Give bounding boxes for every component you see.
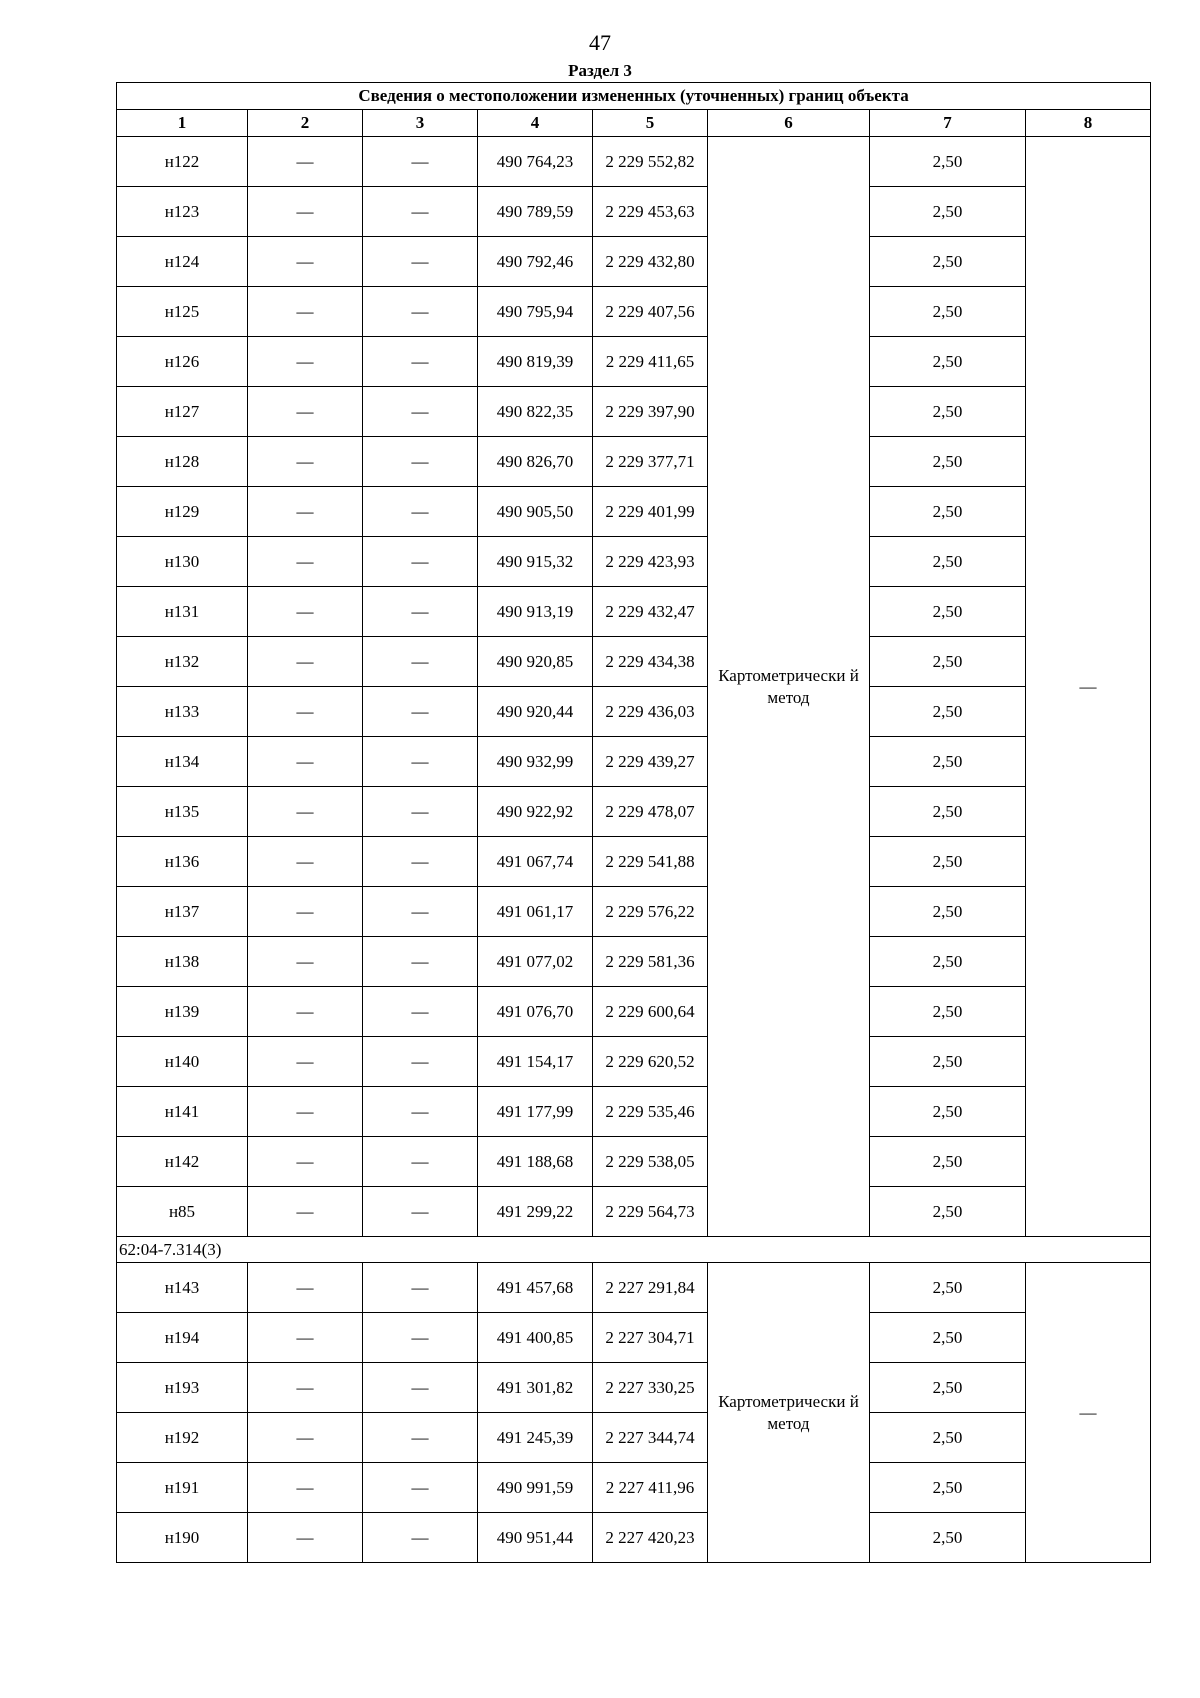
column-header-row [117,110,1151,137]
x-coordinate-cell: 491 299,22 [478,1187,593,1237]
point-name-cell: н133 [117,687,248,737]
point-name-cell: н143 [117,1263,248,1313]
section-title: Раздел 3 [568,61,632,80]
x-coordinate-cell: 491 457,68 [478,1263,593,1313]
y-coordinate-cell: 2 229 535,46 [593,1087,708,1137]
column-header: 1 [117,110,248,137]
accuracy-cell: 2,50 [870,1037,1026,1087]
point-name-cell: н138 [117,937,248,987]
col8-cell: — [1026,1263,1151,1563]
col2-cell: — [248,787,363,837]
y-coordinate-cell: 2 229 600,64 [593,987,708,1037]
point-name-cell: н193 [117,1363,248,1413]
point-name-cell: н127 [117,387,248,437]
point-name-cell: н141 [117,1087,248,1137]
y-coordinate-cell: 2 229 407,56 [593,287,708,337]
column-header: 2 [248,110,363,137]
point-name-cell: н135 [117,787,248,837]
x-coordinate-cell: 490 826,70 [478,437,593,487]
point-name-cell: н190 [117,1513,248,1563]
y-coordinate-cell: 2 227 291,84 [593,1263,708,1313]
col3-cell: — [363,337,478,387]
accuracy-cell: 2,50 [870,787,1026,837]
table-row [117,1413,1151,1463]
col2-cell: — [248,637,363,687]
y-coordinate-cell: 2 229 453,63 [593,187,708,237]
table-row [117,137,1151,187]
col2-cell: — [248,1137,363,1187]
col3-cell: — [363,1313,478,1363]
point-name-cell: н125 [117,287,248,337]
col2-cell: — [248,837,363,887]
point-name-cell: н191 [117,1463,248,1513]
x-coordinate-cell: 491 076,70 [478,987,593,1037]
table-row [117,1263,1151,1313]
point-name-cell: н128 [117,437,248,487]
x-coordinate-cell: 490 792,46 [478,237,593,287]
accuracy-cell: 2,50 [870,537,1026,587]
subsection-row [117,1237,1151,1263]
x-coordinate-cell: 490 822,35 [478,387,593,437]
table-row [117,487,1151,537]
method-cell: Картометрически й метод [708,137,870,1237]
accuracy-cell: 2,50 [870,1137,1026,1187]
point-name-cell: н124 [117,237,248,287]
table-row [117,887,1151,937]
col3-cell: — [363,137,478,187]
table-row [117,1087,1151,1137]
col3-cell: — [363,837,478,887]
point-name-cell: н131 [117,587,248,637]
y-coordinate-cell: 2 229 401,99 [593,487,708,537]
point-name-cell: н136 [117,837,248,887]
point-name-cell: н142 [117,1137,248,1187]
accuracy-cell: 2,50 [870,1463,1026,1513]
table-row [117,337,1151,387]
accuracy-cell: 2,50 [870,1187,1026,1237]
accuracy-cell: 2,50 [870,1363,1026,1413]
col3-cell: — [363,1263,478,1313]
col2-cell: — [248,1087,363,1137]
y-coordinate-cell: 2 229 552,82 [593,137,708,187]
accuracy-cell: 2,50 [870,837,1026,887]
point-name-cell: н123 [117,187,248,237]
y-coordinate-cell: 2 229 576,22 [593,887,708,937]
x-coordinate-cell: 490 951,44 [478,1513,593,1563]
y-coordinate-cell: 2 227 420,23 [593,1513,708,1563]
x-coordinate-cell: 491 177,99 [478,1087,593,1137]
column-header: 5 [593,110,708,137]
accuracy-cell: 2,50 [870,487,1026,537]
accuracy-cell: 2,50 [870,1413,1026,1463]
accuracy-cell: 2,50 [870,587,1026,637]
col2-cell: — [248,537,363,587]
col2-cell: — [248,1513,363,1563]
col2-cell: — [248,237,363,287]
accuracy-cell: 2,50 [870,1513,1026,1563]
coordinates-table [116,82,1151,1563]
accuracy-cell: 2,50 [870,987,1026,1037]
col3-cell: — [363,637,478,687]
x-coordinate-cell: 491 077,02 [478,937,593,987]
y-coordinate-cell: 2 229 434,38 [593,637,708,687]
col3-cell: — [363,437,478,487]
x-coordinate-cell: 490 913,19 [478,587,593,637]
col2-cell: — [248,987,363,1037]
table-row [117,387,1151,437]
accuracy-cell: 2,50 [870,937,1026,987]
point-name-cell: н85 [117,1187,248,1237]
col2-cell: — [248,137,363,187]
table-body [117,137,1151,1563]
col3-cell: — [363,537,478,587]
accuracy-cell: 2,50 [870,887,1026,937]
x-coordinate-cell: 491 067,74 [478,837,593,887]
y-coordinate-cell: 2 229 541,88 [593,837,708,887]
col2-cell: — [248,1413,363,1463]
accuracy-cell: 2,50 [870,187,1026,237]
page-number: 47 [589,30,611,55]
accuracy-cell: 2,50 [870,637,1026,687]
accuracy-cell: 2,50 [870,437,1026,487]
col2-cell: — [248,287,363,337]
col3-cell: — [363,487,478,537]
accuracy-cell: 2,50 [870,237,1026,287]
point-name-cell: н132 [117,637,248,687]
y-coordinate-cell: 2 229 439,27 [593,737,708,787]
x-coordinate-cell: 490 991,59 [478,1463,593,1513]
accuracy-cell: 2,50 [870,387,1026,437]
x-coordinate-cell: 491 154,17 [478,1037,593,1087]
col2-cell: — [248,937,363,987]
col3-cell: — [363,887,478,937]
table-row [117,987,1151,1037]
x-coordinate-cell: 490 795,94 [478,287,593,337]
accuracy-cell: 2,50 [870,687,1026,737]
point-name-cell: н140 [117,1037,248,1087]
table-row [117,637,1151,687]
col2-cell: — [248,337,363,387]
y-coordinate-cell: 2 229 397,90 [593,387,708,437]
col3-cell: — [363,1463,478,1513]
accuracy-cell: 2,50 [870,337,1026,387]
col2-cell: — [248,737,363,787]
table-caption-row [117,83,1151,110]
col2-cell: — [248,1463,363,1513]
table-row [117,587,1151,637]
x-coordinate-cell: 491 400,85 [478,1313,593,1363]
col3-cell: — [363,1363,478,1413]
column-header: 7 [870,110,1026,137]
x-coordinate-cell: 491 188,68 [478,1137,593,1187]
y-coordinate-cell: 2 229 478,07 [593,787,708,837]
x-coordinate-cell: 490 764,23 [478,137,593,187]
x-coordinate-cell: 490 915,32 [478,537,593,587]
point-name-cell: н129 [117,487,248,537]
y-coordinate-cell: 2 229 436,03 [593,687,708,737]
y-coordinate-cell: 2 229 564,73 [593,1187,708,1237]
col2-cell: — [248,437,363,487]
table-row [117,237,1151,287]
col8-cell: — [1026,137,1151,1237]
point-name-cell: н122 [117,137,248,187]
table-row [117,287,1151,337]
table-row [117,1313,1151,1363]
col2-cell: — [248,687,363,737]
table-row [117,937,1151,987]
accuracy-cell: 2,50 [870,287,1026,337]
col2-cell: — [248,1363,363,1413]
y-coordinate-cell: 2 229 432,47 [593,587,708,637]
table-row [117,1463,1151,1513]
col3-cell: — [363,937,478,987]
col2-cell: — [248,1187,363,1237]
table-row [117,537,1151,587]
y-coordinate-cell: 2 227 304,71 [593,1313,708,1363]
col3-cell: — [363,237,478,287]
point-name-cell: н194 [117,1313,248,1363]
table-row [117,687,1151,737]
accuracy-cell: 2,50 [870,137,1026,187]
table-row [117,1137,1151,1187]
col3-cell: — [363,587,478,637]
col2-cell: — [248,1313,363,1363]
accuracy-cell: 2,50 [870,737,1026,787]
column-header: 3 [363,110,478,137]
y-coordinate-cell: 2 227 411,96 [593,1463,708,1513]
x-coordinate-cell: 490 922,92 [478,787,593,837]
x-coordinate-cell: 491 245,39 [478,1413,593,1463]
y-coordinate-cell: 2 227 344,74 [593,1413,708,1463]
x-coordinate-cell: 490 905,50 [478,487,593,537]
x-coordinate-cell: 490 920,85 [478,637,593,687]
col3-cell: — [363,1137,478,1187]
point-name-cell: н139 [117,987,248,1037]
col2-cell: — [248,387,363,437]
table-row [117,1187,1151,1237]
y-coordinate-cell: 2 227 330,25 [593,1363,708,1413]
x-coordinate-cell: 490 932,99 [478,737,593,787]
y-coordinate-cell: 2 229 377,71 [593,437,708,487]
y-coordinate-cell: 2 229 538,05 [593,1137,708,1187]
col3-cell: — [363,1037,478,1087]
x-coordinate-cell: 491 301,82 [478,1363,593,1413]
accuracy-cell: 2,50 [870,1263,1026,1313]
table-row [117,187,1151,237]
table-row [117,1513,1151,1563]
accuracy-cell: 2,50 [870,1087,1026,1137]
point-name-cell: н192 [117,1413,248,1463]
y-coordinate-cell: 2 229 581,36 [593,937,708,987]
point-name-cell: н134 [117,737,248,787]
x-coordinate-cell: 490 920,44 [478,687,593,737]
y-coordinate-cell: 2 229 432,80 [593,237,708,287]
column-header: 6 [708,110,870,137]
column-header: 8 [1026,110,1151,137]
table-row [117,787,1151,837]
x-coordinate-cell: 490 789,59 [478,187,593,237]
col3-cell: — [363,187,478,237]
x-coordinate-cell: 490 819,39 [478,337,593,387]
col2-cell: — [248,187,363,237]
col2-cell: — [248,887,363,937]
method-cell: Картометрически й метод [708,1263,870,1563]
col3-cell: — [363,387,478,437]
table-caption: Сведения о местоположении измененных (уточненных) границ объекта [117,83,1151,110]
col2-cell: — [248,587,363,637]
table-row [117,437,1151,487]
y-coordinate-cell: 2 229 423,93 [593,537,708,587]
table-row [117,837,1151,887]
col3-cell: — [363,737,478,787]
col3-cell: — [363,287,478,337]
y-coordinate-cell: 2 229 411,65 [593,337,708,387]
point-name-cell: н137 [117,887,248,937]
col2-cell: — [248,1037,363,1087]
point-name-cell: н130 [117,537,248,587]
col3-cell: — [363,987,478,1037]
table-row [117,1037,1151,1087]
table-row [117,1363,1151,1413]
accuracy-cell: 2,50 [870,1313,1026,1363]
col3-cell: — [363,687,478,737]
table-row [117,737,1151,787]
y-coordinate-cell: 2 229 620,52 [593,1037,708,1087]
column-header: 4 [478,110,593,137]
subsection-heading: 62:04-7.314(3) [117,1237,1151,1263]
x-coordinate-cell: 491 061,17 [478,887,593,937]
col2-cell: — [248,487,363,537]
col3-cell: — [363,1413,478,1463]
col3-cell: — [363,787,478,837]
col3-cell: — [363,1187,478,1237]
col3-cell: — [363,1087,478,1137]
col2-cell: — [248,1263,363,1313]
point-name-cell: н126 [117,337,248,387]
col3-cell: — [363,1513,478,1563]
